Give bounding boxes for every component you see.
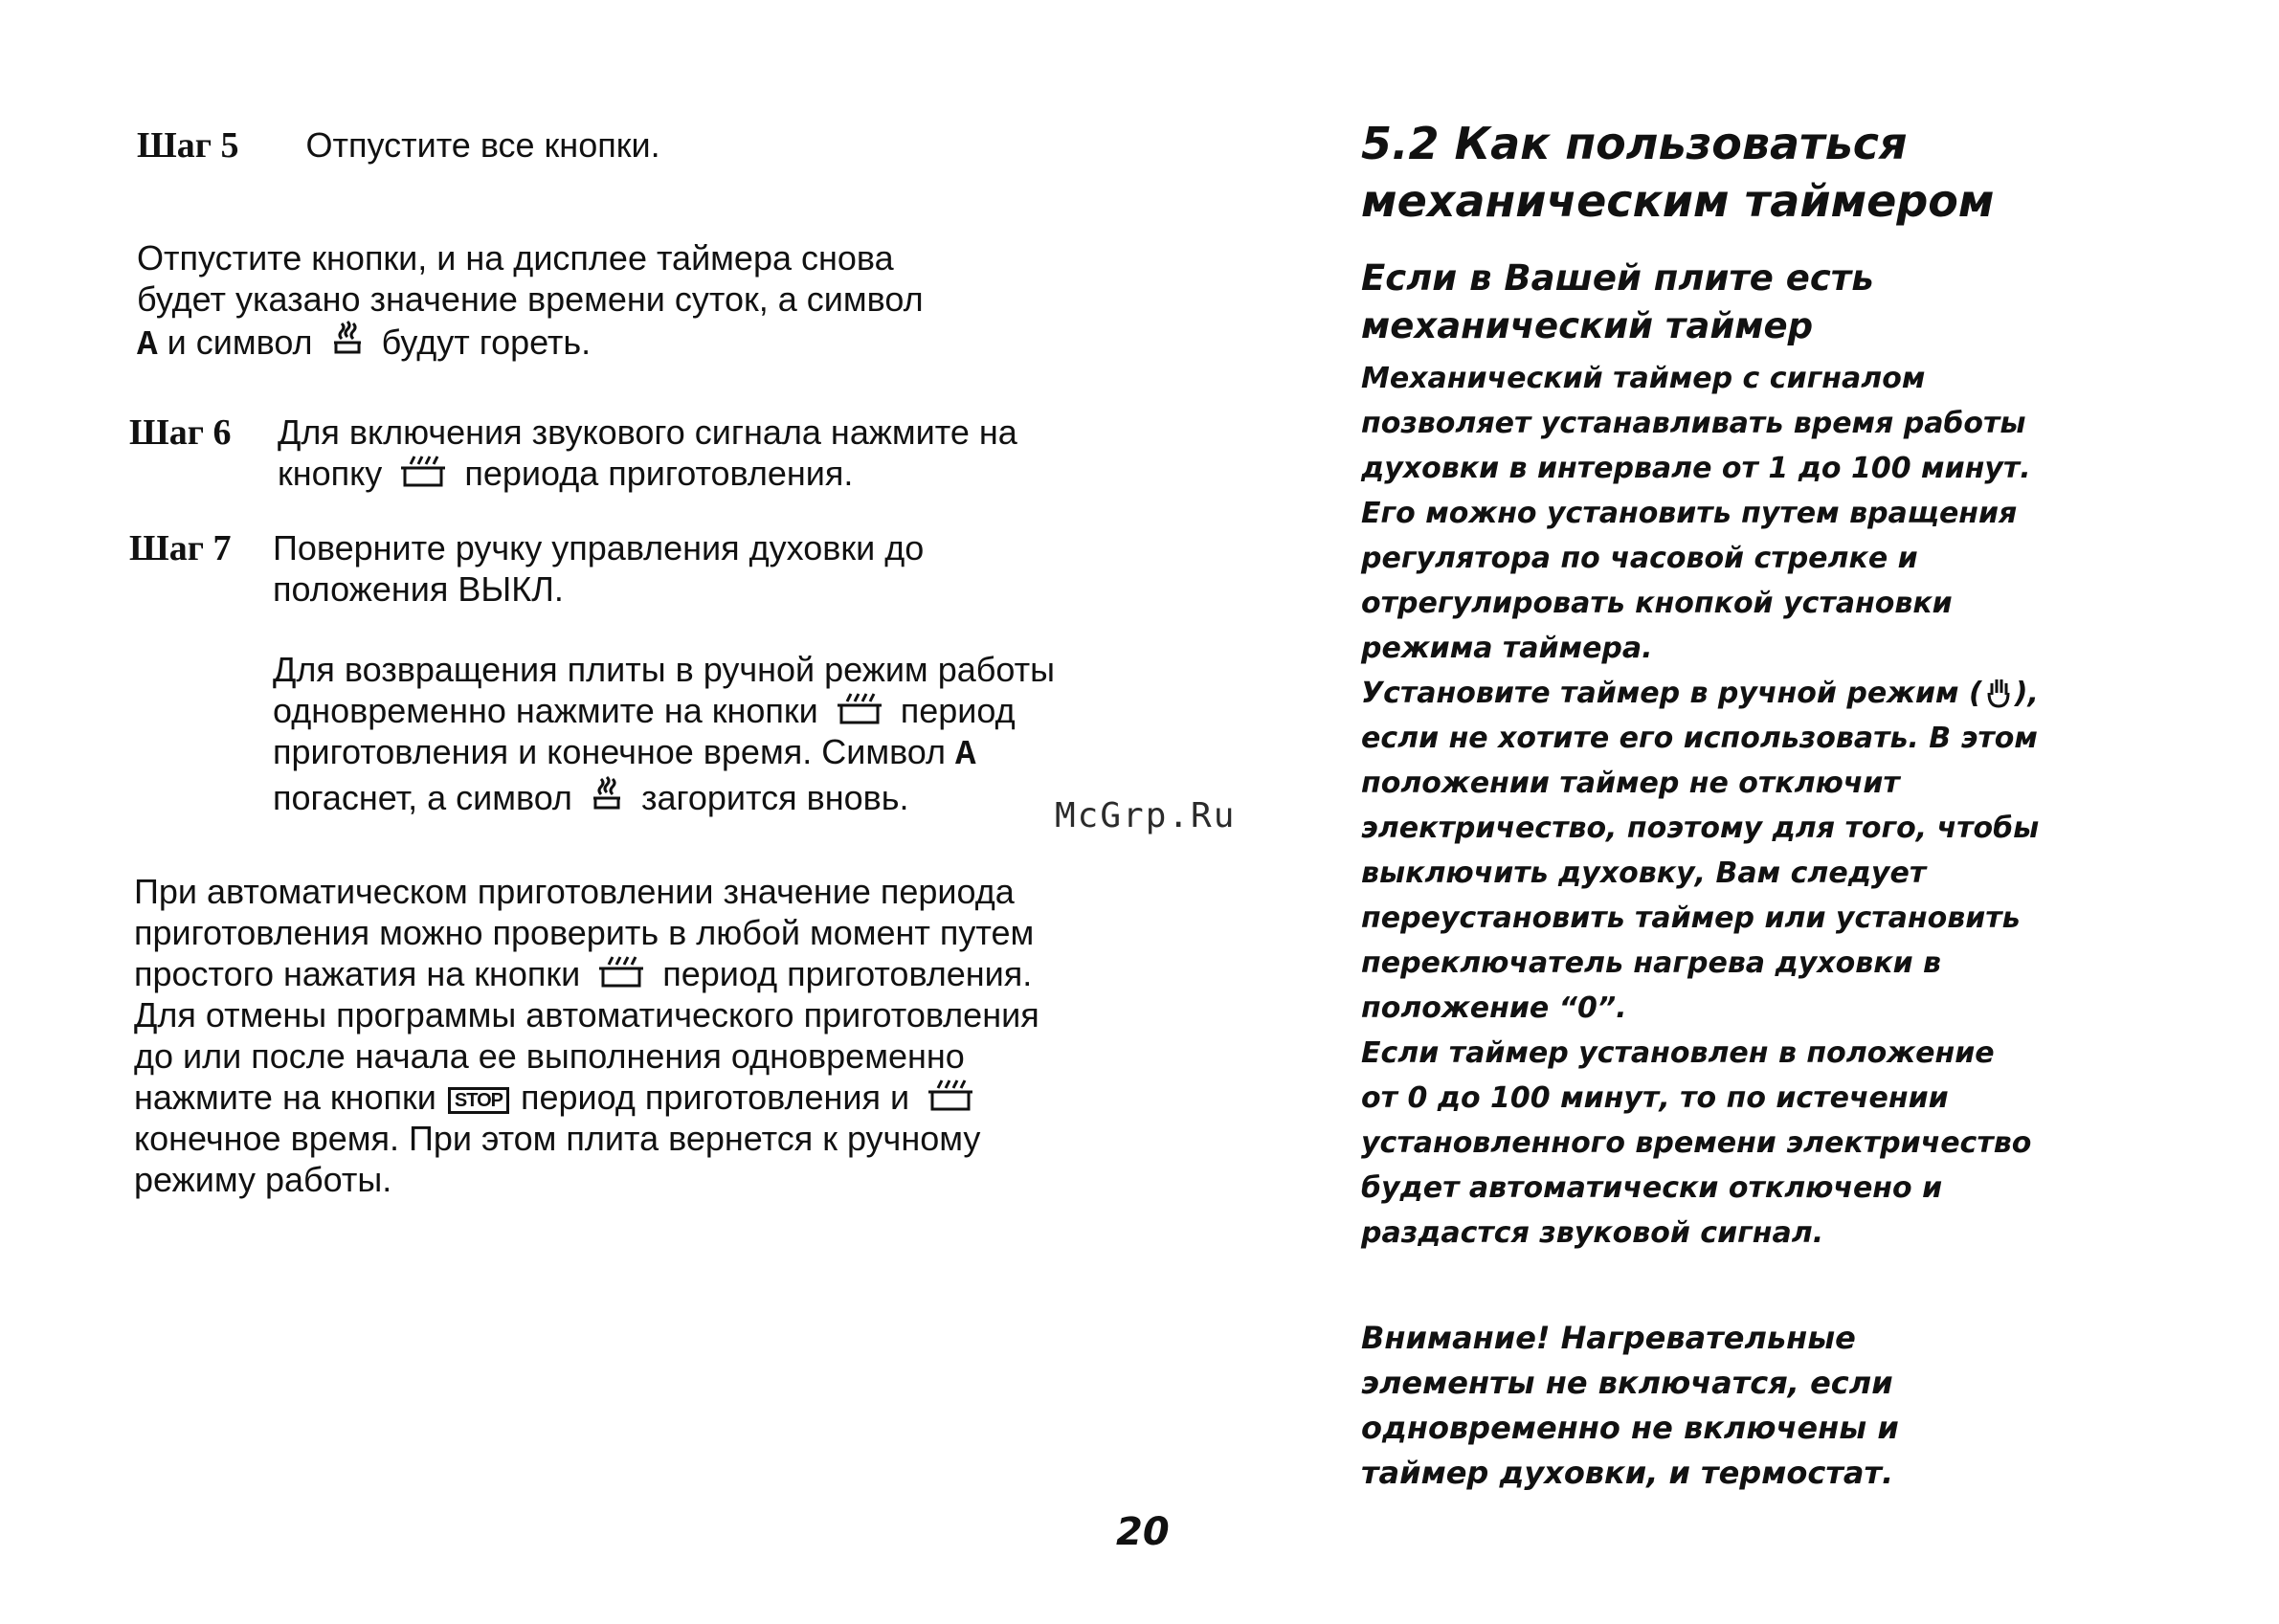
paragraph-return-manual: Для возвращения плиты в ручной режим работы одновременно нажмите на кнопки период приготовления и конечное время. Символ A погаснет, а символ загорится вновь. (273, 650, 1055, 817)
pot-steam-icon (588, 775, 626, 813)
section-body: Механический таймер с сигналом позволяет устанавливать время работы духовки в интервале от 1 до 100 минут. Его можно установить путем вращения регулятора по часовой стрелке и отрегулировать кнопкой установки режима таймера. Установите таймер в ручной режим ( ), если не хотите его использовать. В этом положении таймер не отключит электричество, поэтому для того, чтобы выключить духовку, Вам следует переустановить таймер или установить переключатель нагрева духовки в положение “0”. Если таймер установлен в положение от 0 до 100 минут, то по истечении установленного времени электричество будет автоматически отключено и раздастся звуковой сигнал. (1361, 362, 2040, 1250)
pot-lines-icon (397, 455, 449, 489)
auto-symbol: A (955, 735, 976, 774)
hand-icon (1984, 676, 2013, 708)
step-6 (129, 412, 232, 454)
pot-steam-icon (328, 320, 367, 358)
pot-lines-icon (595, 955, 647, 990)
step-6-text: Для включения звукового сигнала нажмите на кнопку периода приготовления. (278, 412, 1017, 493)
pot-lines-icon (925, 1079, 976, 1113)
step-6-label: Шаг 6 (129, 412, 232, 453)
page-number: 20 (1116, 1510, 1170, 1554)
pot-lines-icon (834, 692, 885, 726)
p1-line3: A и символ будут гореть. (137, 320, 924, 366)
section-subtitle: Если в Вашей плите есть механический таймер (1361, 257, 1874, 346)
p1-line2: будет указано значение времени суток, а символ (137, 279, 924, 319)
step-7-text: Поверните ручку управления духовки до положения ВЫКЛ. (273, 528, 925, 609)
p1-line1: Отпустите кнопки, и на дисплее таймера снова (137, 238, 894, 278)
stop-icon: STOP (448, 1087, 509, 1114)
watermark: McGrp.Ru (1055, 796, 1237, 835)
step-7-label: Шаг 7 (129, 528, 232, 568)
warning-note: Внимание! Нагревательные элементы не включатся, если одновременно не включены и таймер духовки, и термостат. (1361, 1320, 1899, 1491)
paragraph-release-buttons (137, 237, 924, 366)
paragraph-auto-cooking: При автоматическом приготовлении значение периода приготовления можно проверить в любой момент путем простого нажатия на кнопки период приготовления. Для отмены программы автоматического приготовления до или после начала ее выполнения одновременно нажмите на кнопки STOP период приготовления и конечное время. При этом плита вернется к ручному режиму работы. (134, 872, 1039, 1199)
auto-symbol: A (137, 325, 158, 365)
step-5 (137, 124, 660, 167)
step-5-text: Отпустите все кнопки. (305, 125, 660, 165)
step-7 (129, 527, 232, 569)
section-title: 5.2 Как пользоваться механическим таймером (1361, 118, 1995, 227)
step-5-label: Шаг 5 (137, 125, 239, 166)
